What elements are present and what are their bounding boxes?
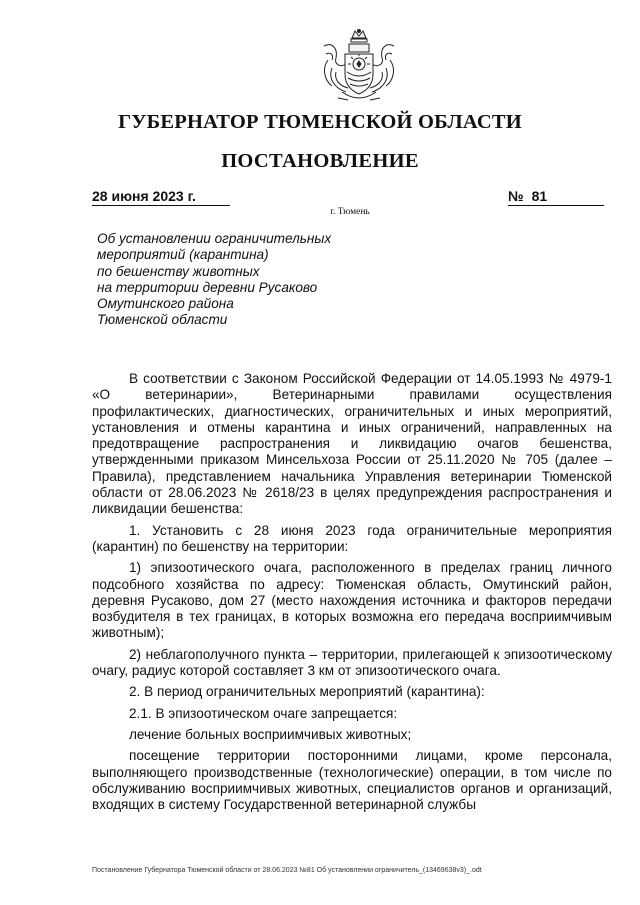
document-subject — [97, 231, 331, 329]
subject-line: Омутинского района — [97, 296, 234, 312]
subject-line: по бешенству животных — [97, 263, 260, 279]
document-number: 81 — [531, 188, 548, 204]
clause-2-1: 2.1. В эпизоотическом очаге запрещается: — [129, 705, 398, 721]
document-date: 28 июня 2023 г. — [92, 188, 230, 206]
city-label: г. Тюмень — [330, 207, 370, 217]
clause-1-item-2: 2) неблагополучного пункта – территории, прилегающей к эпизоотическому очагу, радиус которой составляет 3 км от эпизоотического очага. — [92, 646, 612, 679]
issuing-authority-title: ГУБЕРНАТОР ТЮМЕНСКОЙ ОБЛАСТИ — [118, 111, 522, 133]
prohibition-item: посещение территории посторонними лицами, кроме персонала, выполняющего производственные (технологические) операции, в том числе по обслуживанию восприимчивых животных, специалистов органов и организаций, входящих в систему Государственной ветеринарной службы — [92, 748, 612, 813]
subject-line: Тюменской области — [97, 312, 228, 328]
prohibition-item: лечение больных восприимчивых животных; — [129, 726, 412, 742]
clause-1-item-1: 1) эпизоотического очага, расположенного в пределах границ личного подсобного хозяйства по адресу: Тюменская область, Омутинский район, деревня Русаково, дом 27 (место нахождения источника и факторов передачи возбудителя в тех границах, в которых возможна его передача восприимчивым животным); — [92, 560, 612, 641]
subject-line: на территории деревни Русаково — [97, 279, 318, 295]
preamble-paragraph: В соответствии с Законом Российской Федерации от 14.05.1993 № 4979-1 «О ветеринарии», Ветеринарными правилами осуществления профилактических, диагностических, ограничительных и иных мероприятий, установления и отмены карантина и иных ограничений, направленных на предотвращение распространения и ликвидацию очагов бешенства, утвержденными приказом Минсельхоза России от 25.11.2020 № 705 (далее – Правила), представлением начальника Управления ветеринарии Тюменской области от 28.06.2023 № 2618/23 в целях предупреждения распространения и ликвидации бешенства: — [92, 371, 612, 517]
file-footer: Постановление Губернатора Тюменской области от 28.06.2023 №81 Об установлении ограничитель_(13469638v3)_.odt — [92, 867, 482, 874]
clause-1: 1. Установить с 28 июня 2023 года ограничительные мероприятия (карантин) по бешенству на территории: — [92, 522, 612, 554]
document-type-heading: ПОСТАНОВЛЕНИЕ — [221, 150, 419, 172]
number-sign: № — [508, 188, 524, 204]
subject-line: мероприятий (карантина) — [97, 247, 269, 263]
subject-line: Об установлении ограничительных — [97, 231, 332, 246]
document-body — [92, 371, 612, 813]
document-number-field — [508, 188, 604, 206]
clause-2: 2. В период ограничительных мероприятий (карантина): — [129, 684, 485, 700]
coat-of-arms-icon — [318, 28, 400, 108]
